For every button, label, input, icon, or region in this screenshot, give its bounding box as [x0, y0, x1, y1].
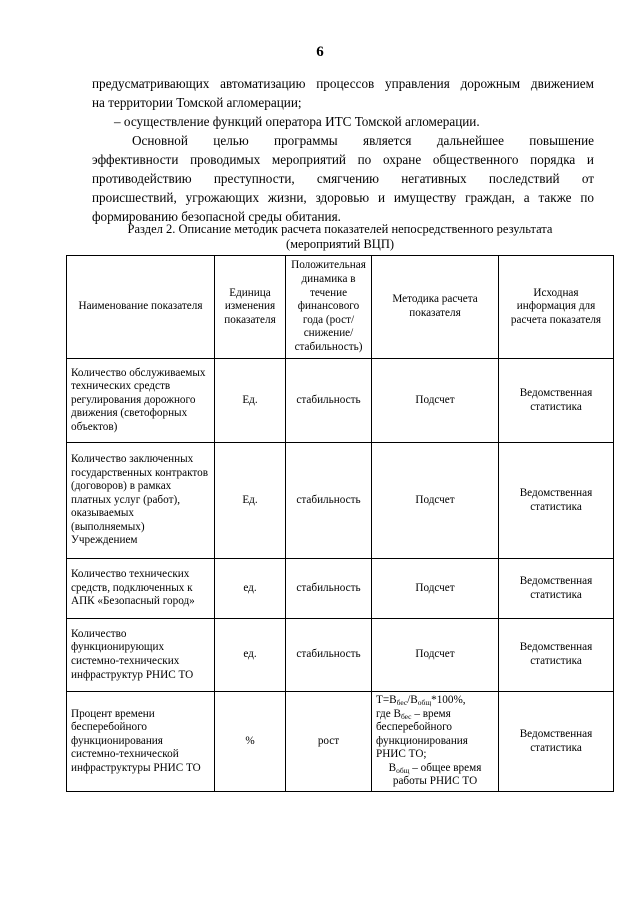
- formula-text: /В: [407, 693, 418, 706]
- cell-unit: ед.: [215, 619, 286, 692]
- formula-text: В: [388, 761, 397, 774]
- formula-line: [376, 762, 494, 776]
- page-number: 6: [316, 44, 324, 60]
- formula-line: РНИС ТО;: [376, 748, 427, 761]
- formula-line: [376, 694, 494, 708]
- cell-method: Подсчет: [372, 559, 499, 619]
- table-row: [67, 619, 614, 692]
- paragraph-line: противодействию преступности, смягчению негативных последствий от: [92, 171, 594, 186]
- body-text: [92, 74, 594, 226]
- cell-source: Ведомственная статистика: [499, 619, 614, 692]
- formula-line: бесперебойного: [376, 721, 453, 734]
- paragraph-line: предусматривающих автоматизацию процессов управления дорожным движением: [92, 76, 594, 91]
- paragraph-line: формированию безопасной среды обитания.: [92, 209, 341, 224]
- cell-source: Ведомственная статистика: [499, 359, 614, 443]
- header-method: Методика расчета показателя: [372, 256, 499, 359]
- cell-dynamics: стабильность: [286, 619, 372, 692]
- table-row: [67, 692, 614, 792]
- header-unit: Единица изменения показателя: [215, 256, 286, 359]
- cell-name: Процент времени бесперебойного функционирования системно-технической инфраструктуры РНИС ТО: [67, 692, 215, 792]
- cell-method-formula: [372, 692, 499, 792]
- paragraph-line: эффективности проводимых мероприятий по охране общественного порядка и: [92, 152, 594, 167]
- paragraph-line: на территории Томской агломерации;: [92, 95, 302, 110]
- indicators-table: [66, 255, 614, 792]
- formula-text: *100%,: [431, 693, 466, 706]
- bullet-item: – осуществление функций оператора ИТС Томской агломерации.: [114, 114, 480, 129]
- table-header-row: [67, 256, 614, 359]
- formula-subscript: бес: [396, 697, 408, 707]
- header-dynamics: Положительная динамика в течение финансового года (рост/ снижение/ стабильность): [286, 256, 372, 359]
- table-row: [67, 559, 614, 619]
- section-title-line: Раздел 2. Описание методик расчета показателей непосредственного результата: [127, 222, 553, 236]
- cell-source: Ведомственная статистика: [499, 443, 614, 559]
- cell-dynamics: стабильность: [286, 559, 372, 619]
- table-row: [67, 443, 614, 559]
- cell-name: Количество обслуживаемых технических средств регулирования дорожного движения (светофорных объектов): [67, 359, 215, 443]
- cell-method: Подсчет: [372, 619, 499, 692]
- cell-source: Ведомственная статистика: [499, 559, 614, 619]
- table-row: [67, 359, 614, 443]
- cell-dynamics: стабильность: [286, 359, 372, 443]
- cell-name: Количество функционирующих системно-технических инфраструктур РНИС ТО: [67, 619, 215, 692]
- formula-text: – время: [411, 707, 451, 720]
- cell-dynamics: рост: [286, 692, 372, 792]
- cell-method: Подсчет: [372, 359, 499, 443]
- section-title-line: (мероприятий ВЦП): [285, 237, 395, 251]
- formula-text: Т=В: [376, 693, 397, 706]
- cell-dynamics: стабильность: [286, 443, 372, 559]
- section-title: [70, 222, 610, 252]
- cell-name: Количество заключенных государственных контрактов (договоров) в рамках платных услуг (работ), оказываемых (выполняемых) Учреждением: [67, 443, 215, 559]
- cell-name: Количество технических средств, подключенных к АПК «Безопасный город»: [67, 559, 215, 619]
- formula-line: работы РНИС ТО: [392, 775, 478, 788]
- cell-source: Ведомственная статистика: [499, 692, 614, 792]
- cell-unit: Ед.: [215, 359, 286, 443]
- header-name: Наименование показателя: [67, 256, 215, 359]
- cell-unit: ед.: [215, 559, 286, 619]
- formula-line: [376, 708, 494, 722]
- formula-line: функционирования: [376, 734, 468, 747]
- formula-text: – общее время: [409, 761, 482, 774]
- paragraph-line: происшествий, угрожающих жизни, здоровью и имуществу граждан, а также по: [92, 190, 594, 205]
- header-source: Исходная информация для расчета показателя: [499, 256, 614, 359]
- formula-subscript: общ: [396, 765, 410, 775]
- paragraph-line: Основной целью программы является дальнейшее повышение: [132, 133, 594, 148]
- cell-unit: Ед.: [215, 443, 286, 559]
- formula-subscript: бес: [400, 711, 412, 721]
- cell-method: Подсчет: [372, 443, 499, 559]
- formula-subscript: общ: [417, 697, 432, 707]
- formula-text: где В: [376, 707, 401, 720]
- cell-unit: %: [215, 692, 286, 792]
